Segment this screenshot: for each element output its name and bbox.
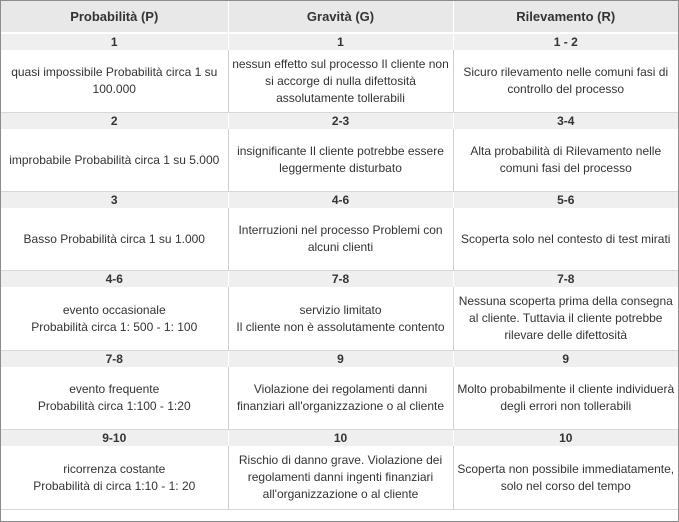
severity-rating: 2-3: [228, 113, 453, 130]
probability-rating: 7-8: [1, 351, 228, 368]
table-header-row: [1, 1, 678, 33]
probability-description: evento occasionale Probabilità circa 1: 500 - 1: 100: [1, 287, 228, 351]
detection-description: Nessuna scoperta prima della consegna al cliente. Tuttavia il cliente potrebbe rilevare delle difettosità: [453, 287, 678, 351]
probability-rating: 2: [1, 113, 228, 130]
probability-rating: 9-10: [1, 430, 228, 447]
probability-rating: 1: [1, 33, 228, 50]
rating-number-row: [1, 33, 678, 50]
detection-description: Scoperta non possibile immediatamente, solo nel corso del tempo: [453, 446, 678, 510]
severity-rating: 10: [228, 430, 453, 447]
severity-description: Interruzioni nel processo Problemi con alcuni clienti: [228, 208, 453, 271]
probability-description: quasi impossibile Probabilità circa 1 su 100.000: [1, 50, 228, 113]
detection-rating: 7-8: [453, 271, 678, 288]
probability-description: improbabile Probabilità circa 1 su 5.000: [1, 129, 228, 192]
rating-number-row: [1, 192, 678, 209]
severity-description: insignificante Il cliente potrebbe essere leggermente disturbato: [228, 129, 453, 192]
detection-description: Sicuro rilevamento nelle comuni fasi di controllo del processo: [453, 50, 678, 113]
severity-description: Rischio di danno grave. Violazione dei regolamenti danni ingenti finanziari all'organizzazione o al cliente: [228, 446, 453, 510]
rating-description-row: [1, 367, 678, 430]
severity-rating: 1: [228, 33, 453, 50]
detection-description: Scoperta solo nel contesto di test mirati: [453, 208, 678, 271]
rating-number-row: [1, 430, 678, 447]
detection-rating: 1 - 2: [453, 33, 678, 50]
header-severity: Gravità (G): [228, 1, 453, 33]
detection-rating: 5-6: [453, 192, 678, 209]
detection-rating: 9: [453, 351, 678, 368]
rating-description-row: [1, 208, 678, 271]
rating-number-row: [1, 351, 678, 368]
header-probability: Probabilità (P): [1, 1, 228, 33]
severity-rating: 7-8: [228, 271, 453, 288]
detection-description: Molto probabilmente il cliente individuerà degli errori non tollerabili: [453, 367, 678, 430]
rating-number-row: [1, 113, 678, 130]
probability-description: evento frequente Probabilità circa 1:100 - 1:20: [1, 367, 228, 430]
fmea-rating-table: [1, 1, 678, 510]
severity-description: Violazione dei regolamenti danni finanziari all'organizzazione o al cliente: [228, 367, 453, 430]
severity-rating: 9: [228, 351, 453, 368]
rating-description-row: [1, 287, 678, 351]
detection-rating: 10: [453, 430, 678, 447]
rating-description-row: [1, 129, 678, 192]
detection-rating: 3-4: [453, 113, 678, 130]
severity-description: nessun effetto sul processo Il cliente non si accorge di nulla difettosità assolutamente tollerabili: [228, 50, 453, 113]
probability-description: Basso Probabilità circa 1 su 1.000: [1, 208, 228, 271]
probability-rating: 3: [1, 192, 228, 209]
severity-description: servizio limitato Il cliente non è assolutamente contento: [228, 287, 453, 351]
rating-description-row: [1, 50, 678, 113]
probability-description: ricorrenza costante Probabilità di circa 1:10 - 1: 20: [1, 446, 228, 510]
rating-description-row: [1, 446, 678, 510]
probability-rating: 4-6: [1, 271, 228, 288]
detection-description: Alta probabilità di Rilevamento nelle comuni fasi del processo: [453, 129, 678, 192]
header-detection: Rilevamento (R): [453, 1, 678, 33]
rating-number-row: [1, 271, 678, 288]
severity-rating: 4-6: [228, 192, 453, 209]
